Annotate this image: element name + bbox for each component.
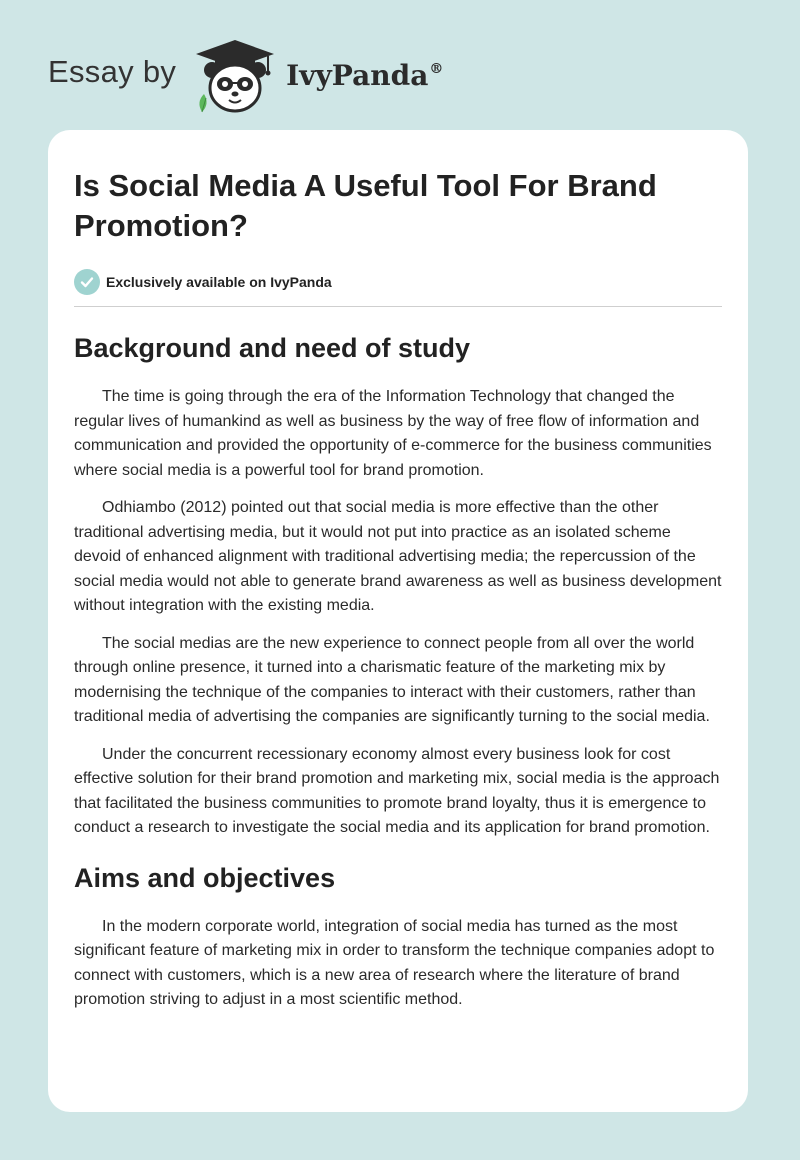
check-icon — [74, 269, 100, 295]
essay-by-label: Essay by — [48, 54, 177, 89]
section-heading-aims: Aims and objectives — [74, 862, 336, 893]
paragraph: In the modern corporate world, integration of social media has turned as the most significant feature of marketing mix in order to transform the technique companies adopt to connect with customers, which is a new area of research where the literature of brand promotion striving to adjust in a most scientific method. — [74, 917, 715, 1008]
divider — [74, 306, 722, 307]
paragraph: The time is going through the era of the Information Technology that changed the regular lives of humankind as well as business by the way of free flow of information and communication and provided the opportunity of e-commerce for the business communities where social media is a powerful tool for brand promotion. — [74, 388, 712, 479]
article-card — [48, 130, 748, 1112]
exclusive-badge — [74, 269, 722, 295]
brand-name[interactable]: IvyPanda® — [286, 58, 444, 92]
article-title: Is Social Media A Useful Tool For Brand Promotion? — [74, 168, 657, 243]
exclusive-label: Exclusively available on IvyPanda — [106, 274, 332, 290]
paragraph: Odhiambo (2012) pointed out that social media is more effective than the other traditional advertising media, but it would not put into practice as an isolated scheme devoid of enhanced alignment with traditional advertising media; the repercussion of the social media would not able to generate brand awareness as well as business development without integration with the existing media. — [74, 499, 722, 614]
section-heading-background: Background and need of study — [74, 333, 471, 363]
panda-graduate-icon[interactable] — [190, 36, 280, 116]
site-header — [48, 36, 442, 116]
paragraph: Under the concurrent recessionary economy almost every business look for cost effective solution for their brand promotion and marketing mix, social media is the approach that facilitated the business communities to promote brand loyalty, thus it is emergence to conduct a research to investigate the social media and its application for brand promotion. — [74, 745, 720, 836]
paragraph: The social medias are the new experience to connect people from all over the world through online presence, it turned into a charismatic feature of the marketing mix by modernising the technique of the companies to interact with their customers, rather than traditional media of advertising the companies are significantly turning to the social media. — [74, 634, 710, 725]
